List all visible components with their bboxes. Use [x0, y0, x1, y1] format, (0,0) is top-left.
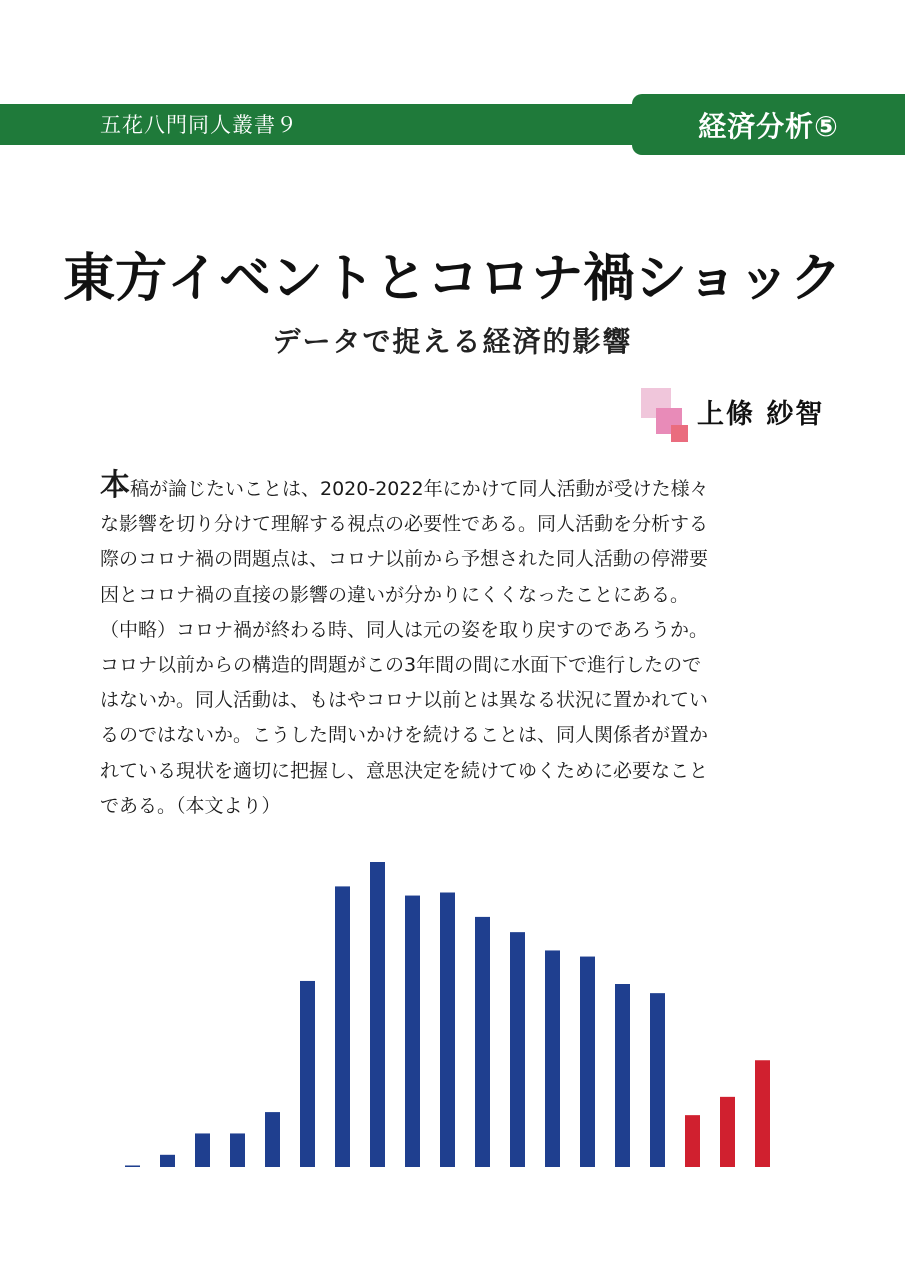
chart-bar: [195, 1133, 210, 1167]
abstract-text: [100, 468, 800, 824]
chart-bar: [370, 862, 385, 1167]
abstract-first-line: [100, 468, 800, 507]
chart-bar: [405, 896, 420, 1167]
abstract-line: 際のコロナ禍の問題点は、コロナ以前から予想された同人活動の停滞要: [100, 548, 709, 571]
chart-bar: [510, 932, 525, 1167]
chart-bar: [230, 1133, 245, 1167]
chart-bar: [755, 1060, 770, 1167]
chart-bar: [475, 917, 490, 1167]
chart-bar: [650, 993, 665, 1167]
abstract-line: な影響を切り分けて理解する視点の必要性である。同人活動を分析する: [100, 513, 709, 536]
abstract-line: 稿が論じたいことは、2020-2022年にかけて同人活動が受けた様々: [130, 478, 709, 500]
abstract-line: （中略）コロナ禍が終わる時、同人は元の姿を取り戻すのであろうか。: [100, 618, 709, 641]
abstract-line: である。（本文より）: [100, 794, 281, 817]
chart-bar: [580, 957, 595, 1167]
chart-bar: [160, 1155, 175, 1167]
category-tag: [632, 94, 905, 155]
abstract-line: るのではないか。こうした問いかけを続けることは、同人関係者が置か: [100, 724, 709, 747]
chart-bar: [440, 893, 455, 1168]
page-title: 東方イベントとコロナ禍ショック: [63, 248, 842, 309]
chart-bar: [335, 886, 350, 1167]
chart-bar: [685, 1115, 700, 1167]
chart-bar: [300, 981, 315, 1167]
chart-bar: [615, 984, 630, 1167]
page-subtitle: データで捉える経済的影響: [272, 325, 633, 358]
category-tag-label: 経済分析⑤: [698, 109, 839, 143]
abstract-line: れている現状を適切に把握し、意思決定を続けてゆくために必要なこと: [100, 759, 709, 782]
author-decoration-square: [671, 425, 688, 442]
chart-bar: [720, 1097, 735, 1167]
bar-chart: [110, 845, 790, 1175]
abstract-line: 因とコロナ禍の直接の影響の違いが分かりにくくなったことにある。: [100, 583, 690, 606]
chart-bar: [265, 1112, 280, 1167]
chart-bar: [125, 1165, 140, 1167]
abstract-line: はないか。同人活動は、もはやコロナ以前とは異なる状況に置かれてい: [100, 689, 709, 712]
abstract-line: コロナ以前からの構造的問題がこの3年間の間に水面下で進行したので: [100, 654, 702, 677]
series-name: 五花八門同人叢書９: [100, 113, 298, 137]
drop-cap: 本: [100, 468, 130, 503]
chart-bar: [545, 950, 560, 1167]
author-name: 上條 紗智: [697, 399, 825, 430]
